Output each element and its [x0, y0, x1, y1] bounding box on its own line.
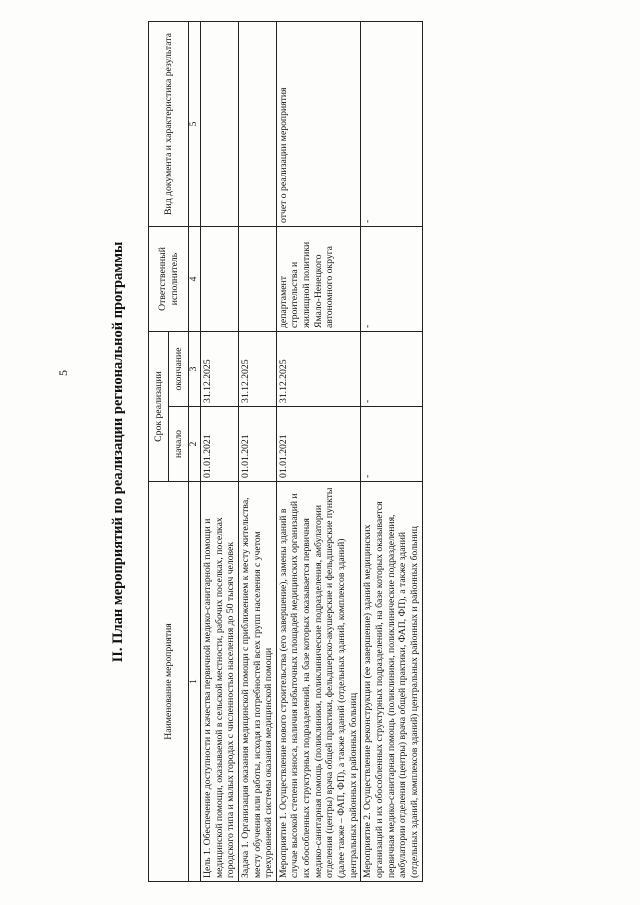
table-row	[201, 22, 239, 882]
row-executor	[201, 227, 239, 332]
row-name: Мероприятие 1. Осуществление нового строительства (его завершение), замены зданий в случае высокой степени износа, наличия избыточных площадей медицинских организаций и их обособленных структурных подразделений, на базе которых оказывается первичная медико-санитарная помощь (поликлиники, поликлинические подразделения, амбулатории отделения (центры) врача общей практики, фельдшерско-акушерские и фельдшерские пункты (далее также – ФАП, ФП), а также зданий (отдельных зданий, комплексов зданий) центральных районных и районных больниц	[276, 482, 360, 882]
row-executor: департамент строительства и жилищной политики Ямало-Ненецкого автономного округа	[276, 227, 360, 332]
row-name: Цель 1. Обеспечение доступности и качества первичной медико-санитарной помощи и медицинской помощи, оказываемой в сельской местности, рабочих поселках, поселках городского типа и малых городах с численностью населения до 50 тысяч человек	[201, 482, 239, 882]
row-document	[238, 22, 276, 227]
column-number: 1	[189, 482, 201, 882]
row-start: 01.01.2021	[238, 407, 276, 482]
row-document	[201, 22, 239, 227]
table-row	[238, 22, 276, 882]
table-row	[276, 22, 360, 882]
section-title: II. План мероприятий по реализации региональной программы	[110, 241, 126, 663]
column-number: 3	[189, 332, 201, 407]
header-executor: Ответственный исполнитель	[149, 227, 189, 332]
row-end: -	[361, 332, 422, 407]
page-number: 5	[56, 370, 70, 376]
row-end: 31.12.2025	[238, 332, 276, 407]
column-number: 4	[189, 227, 201, 332]
header-name: Наименование мероприятия	[149, 482, 189, 882]
header-end: окончание	[169, 332, 189, 407]
row-start: -	[361, 407, 422, 482]
column-number: 5	[189, 22, 201, 227]
table-row	[361, 22, 422, 882]
row-start: 01.01.2021	[276, 407, 360, 482]
header-document: Вид документа и характеристика результата	[149, 22, 189, 227]
column-number: 2	[189, 407, 201, 482]
header-start: начало	[169, 407, 189, 482]
row-executor	[238, 227, 276, 332]
row-end: 31.12.2025	[201, 332, 239, 407]
rotated-document	[108, 22, 640, 882]
row-name: Задача 1. Организация оказания медицинской помощи с приближением к месту жительства, месту обучения или работы, исходя из потребностей всех групп населения с учетом трехуровневой системы оказания медицинской помощи	[238, 482, 276, 882]
plan-table	[148, 21, 423, 882]
row-start: 01.01.2021	[201, 407, 239, 482]
row-document: -	[361, 22, 422, 227]
row-end: 31.12.2025	[276, 332, 360, 407]
row-document: отчет о реализации мероприятия	[276, 22, 360, 227]
header-term: Срок реализации	[149, 332, 169, 482]
row-executor: -	[361, 227, 422, 332]
row-name: Мероприятие 2. Осуществление реконструкции (ее завершение) зданий медицинских организаций и их обособленных структурных подразделений, на базе которых оказывается первичная медико-санитарная помощь (поликлиники, поликлинические подразделения, амбулатории отделения (центры) врача общей практики, ФАП, ФП), а также зданий (отдельных зданий, комплексов зданий) центральных районных и районных больниц	[361, 482, 422, 882]
